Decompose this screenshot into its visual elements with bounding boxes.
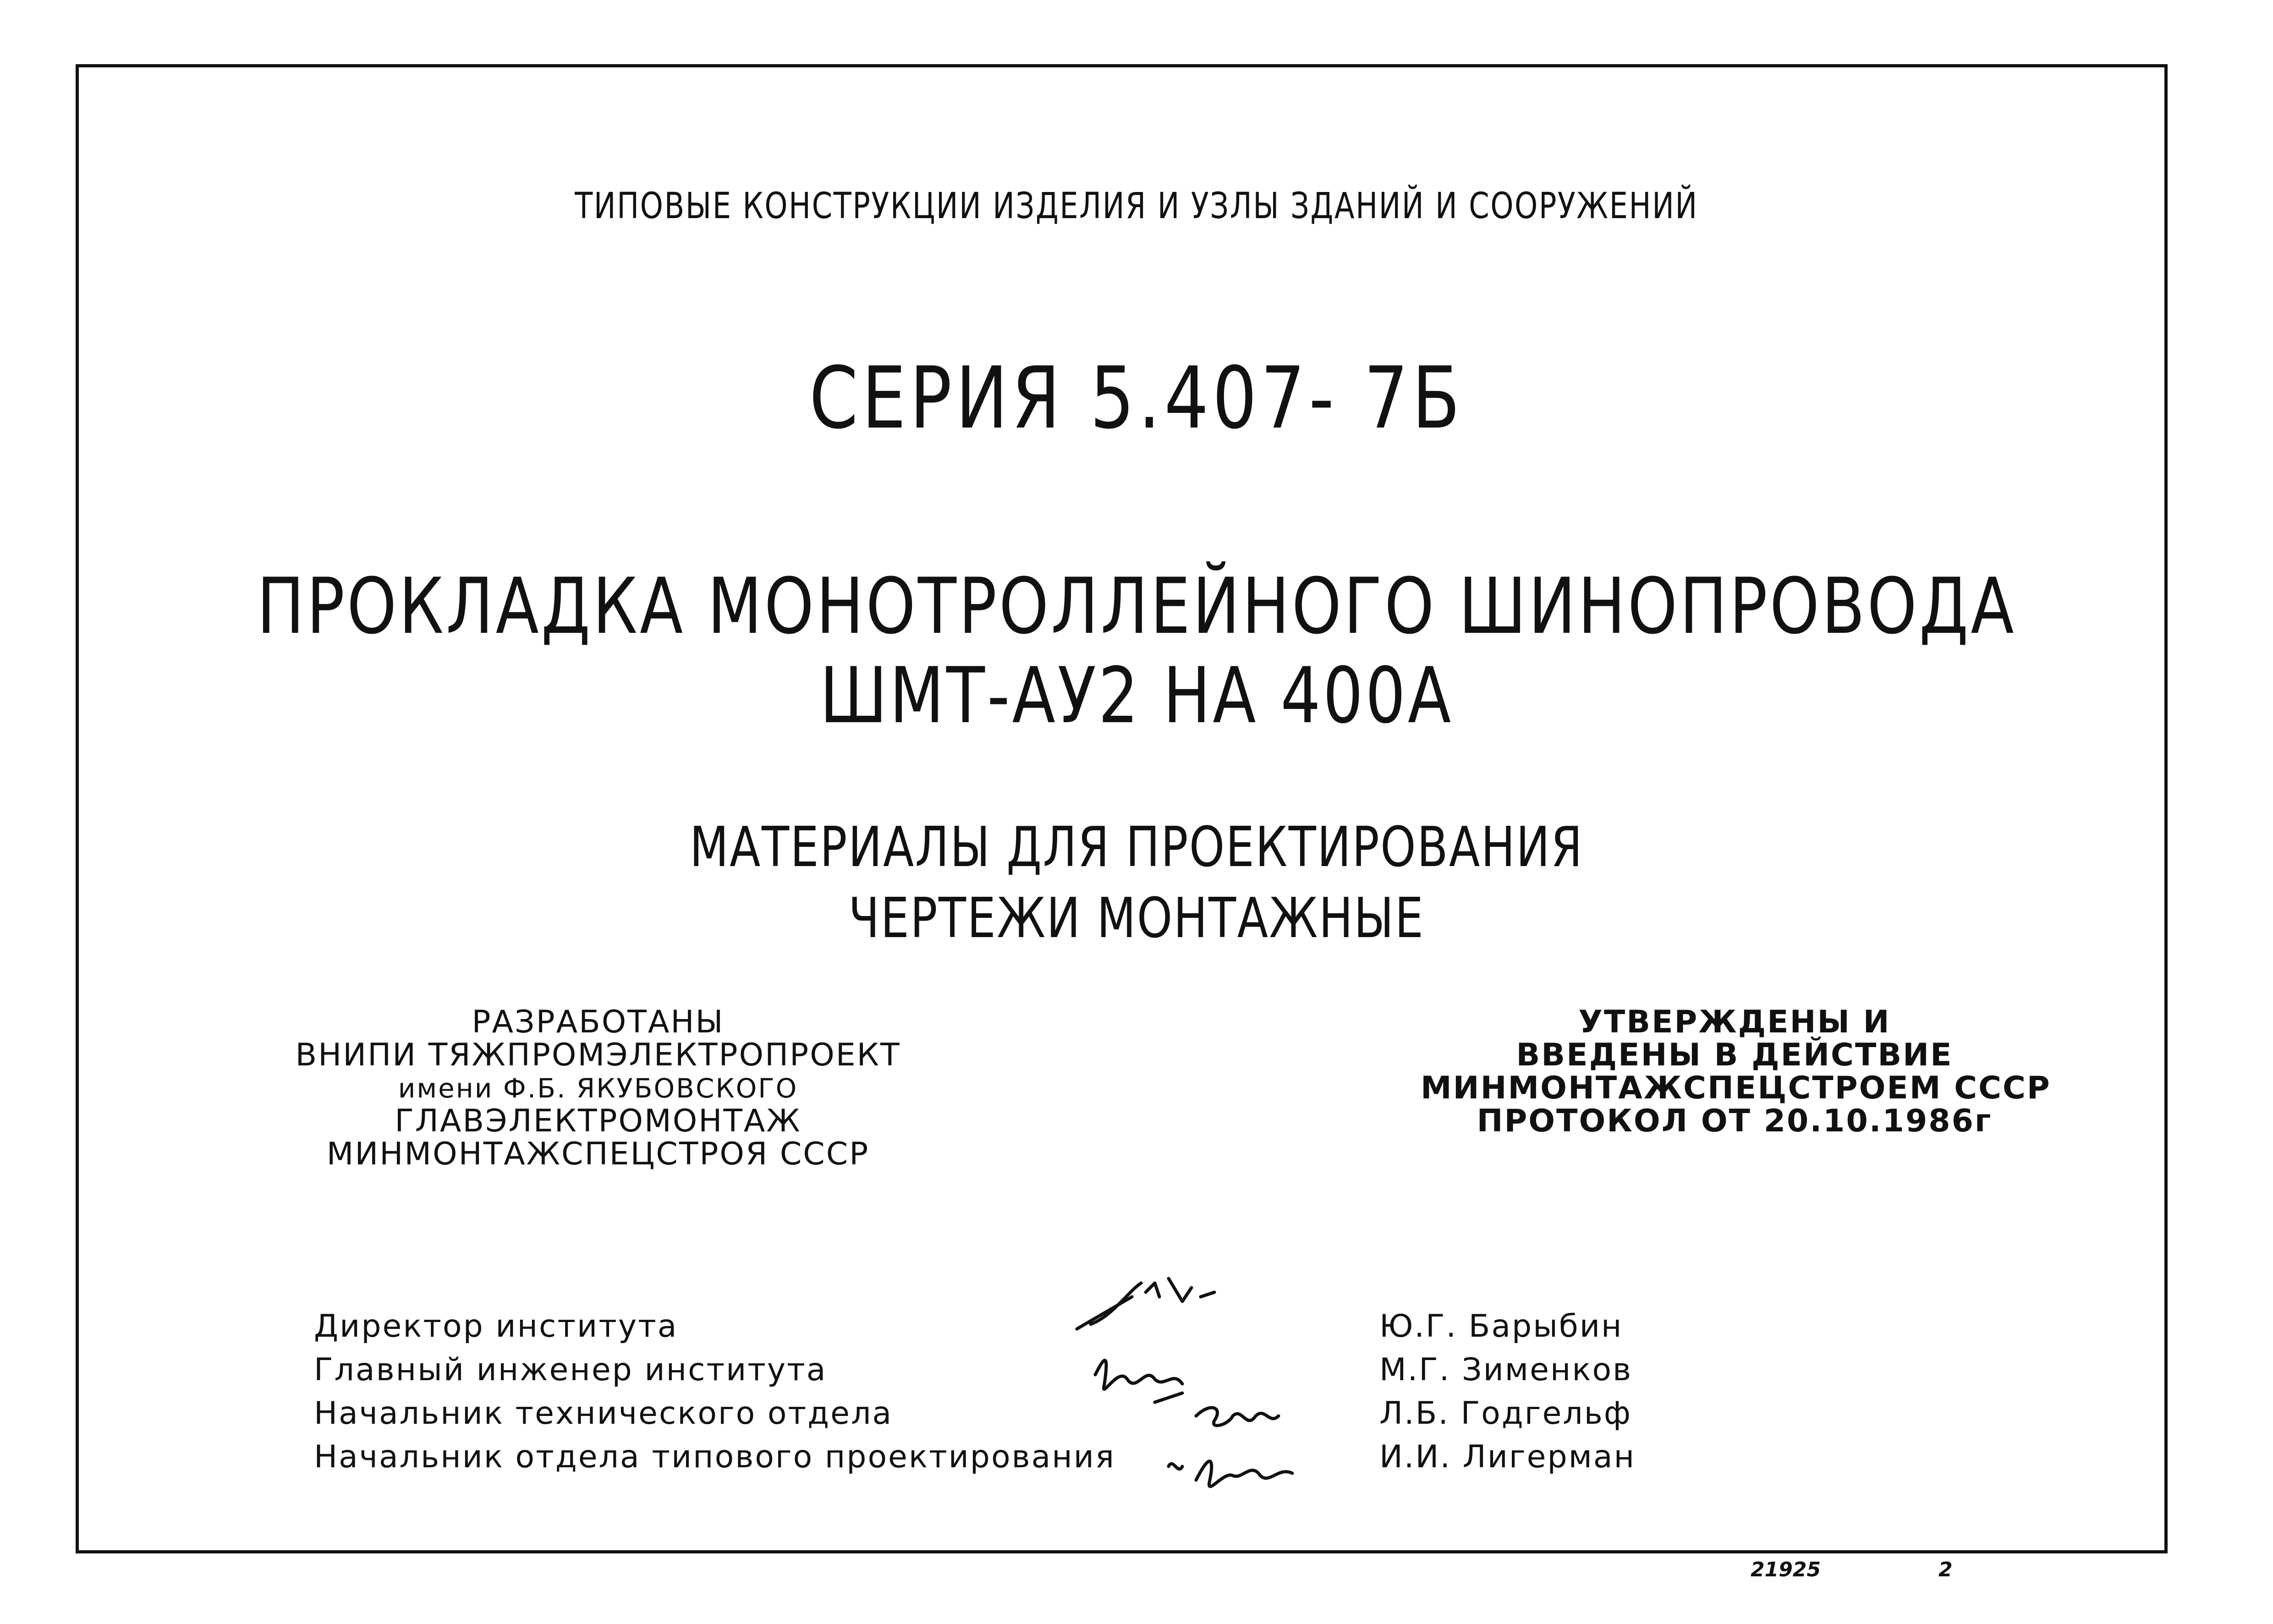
approved-line: МИНМОНТАЖСПЕЦСТРОЕМ СССР: [1421, 1070, 2051, 1106]
signature-typ-head: [1169, 1461, 1292, 1487]
developed-line: ВНИПИ ТЯЖПРОМЭЛЕКТРОПРОЕКТ: [295, 1037, 901, 1073]
title-line-2: ШМТ-АУ2 НА 400А: [819, 651, 1454, 741]
developed-line: МИНМОНТАЖСПЕЦСТРОЯ СССР: [326, 1136, 870, 1172]
signatory-name: М.Г. Зименков: [1379, 1352, 1633, 1388]
developed-line: имени Ф.Б. ЯКУБОВСКОГО: [398, 1073, 798, 1104]
handwritten-signatures: [1063, 1265, 1393, 1521]
page-number: 2: [1938, 1558, 1953, 1581]
signatory-role: Начальник отдела типового проектирования: [314, 1439, 1115, 1475]
series-title: СЕРИЯ 5.407- 7Б: [809, 348, 1464, 448]
subtitle-line-1: МАТЕРИАЛЫ ДЛЯ ПРОЕКТИРОВАНИЯ: [689, 816, 1584, 879]
approved-line: УТВЕРЖДЕНЫ И: [1578, 1004, 1891, 1040]
signature-chief-engineer: [1095, 1361, 1182, 1402]
document-number: 21925: [1751, 1558, 1821, 1581]
title-line-1: ПРОКЛАДКА МОНОТРОЛЛЕЙНОГО ШИНОПРОВОДА: [257, 561, 2016, 651]
approved-block: [1421, 1004, 2051, 1139]
approved-line: ВВЕДЕНЫ В ДЕЙСТВИЕ: [1516, 1037, 1953, 1073]
signatory-role: Главный инженер института: [314, 1352, 827, 1388]
signatory-name: Ю.Г. Барыбин: [1379, 1308, 1623, 1344]
signatory-name: Л.Б. Годгельф: [1379, 1395, 1632, 1432]
developed-by-block: [270, 1006, 926, 1171]
signature-director: [1077, 1278, 1214, 1329]
signatory-name: И.И. Лигерман: [1379, 1439, 1636, 1475]
developed-line: ГЛАВЭЛЕКТРОМОНТАЖ: [395, 1103, 802, 1139]
signatory-role: Начальник технического отдела: [314, 1395, 893, 1432]
developed-line: РАЗРАБОТАНЫ: [472, 1004, 725, 1040]
header-text: ТИПОВЫЕ КОНСТРУКЦИИ ИЗДЕЛИЯ И УЗЛЫ ЗДАНИЙ И СООРУЖЕНИЙ: [575, 186, 1698, 227]
signature-tech-head: [1196, 1408, 1279, 1426]
approved-line: ПРОТОКОЛ ОТ 20.10.1986г: [1477, 1103, 1993, 1139]
subtitle-line-2: ЧЕРТЕЖИ МОНТАЖНЫЕ: [848, 887, 1425, 950]
signatory-role: Директор института: [314, 1308, 678, 1344]
